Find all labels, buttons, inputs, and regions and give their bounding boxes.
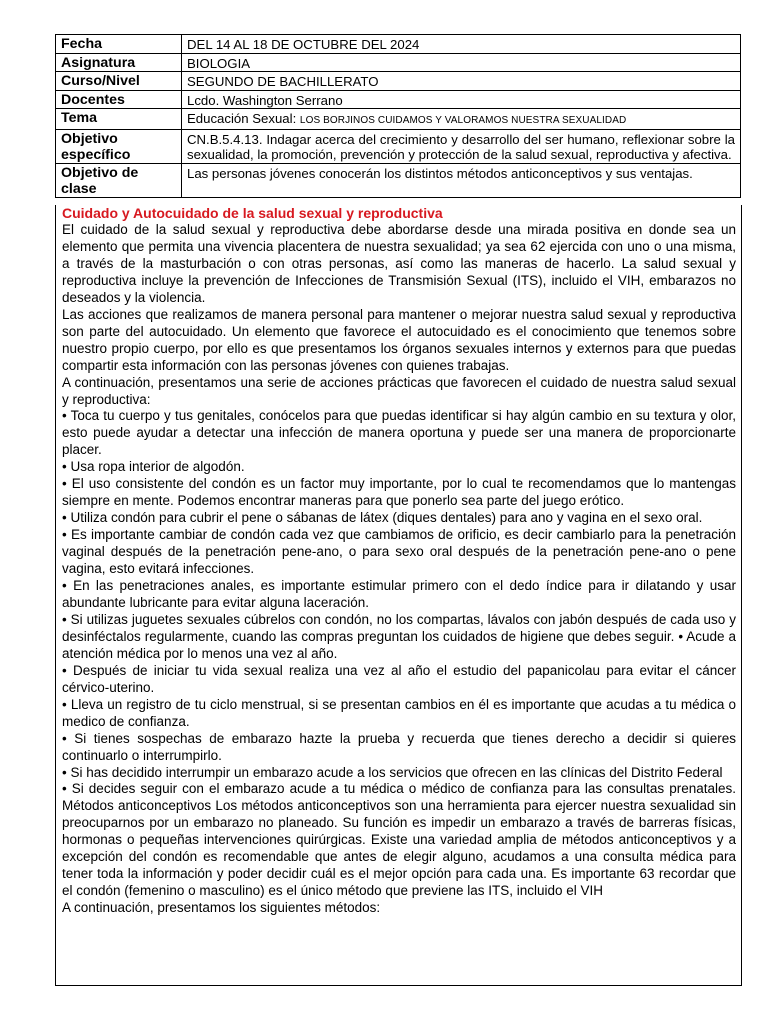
objetivo-especifico-value: CN.B.5.4.13. Indagar acerca del crecimiento y desarrollo del ser humano, reflexionar sobre la sexualidad, la promoción, prevención y protección de la salud sexual, reproductiva y afectiva. (182, 129, 741, 163)
asignatura-label: Asignatura (56, 53, 182, 72)
bullet-item: • Si utilizas juguetes sexuales cúbrelos con condón, no los compartas, lávalos con jabón después de cada uso y desinféctalos regularmente, cuando las compras preguntan los cuidados de higiene que debes seguir. • Acude a atención médica por lo menos una vez al año. (62, 611, 736, 661)
curso-value: SEGUNDO DE BACHILLERATO (182, 72, 741, 91)
objetivo-especifico-label: Objetivo específico (56, 129, 182, 163)
content-section (55, 205, 742, 986)
paragraph: El cuidado de la salud sexual y reproductiva debe abordarse desde una mirada positiva en donde sea un elemento que permita una vivencia placentera de nuestra sexualidad; ya sea 62 ejercida con uno o una misma, a través de la masturbación o con otras personas, así como las maneras de hacerlo. La salud sexual y reproductiva incluye la prevención de Infecciones de Transmisión Sexual (ITS), incluido el VIH, embarazos no deseados y la violencia. (62, 222, 736, 305)
tema-value: LOS BORJINOS CUIDAMOS Y VALORAMOS NUESTRA SEXUALIDAD (299, 115, 627, 126)
bullet-item: • Después de iniciar tu vida sexual realiza una vez al año el estudio del papanicolau para evitar el cáncer cérvico-uterino. (62, 662, 736, 695)
bullet-item: • Utiliza condón para cubrir el pene o sábanas de látex (diques dentales) para ano y vagina en el sexo oral. (62, 510, 703, 526)
docentes-label: Docentes (56, 90, 182, 109)
objetivo-especifico-row (56, 129, 741, 163)
section-heading: Cuidado y Autocuidado de la salud sexual y reproductiva (62, 205, 443, 221)
fecha-value: DEL 14 AL 18 DE OCTUBRE DEL 2024 (182, 35, 741, 54)
tema-prefix: Educación Sexual: (187, 111, 300, 126)
tema-label: Tema (56, 109, 182, 130)
paragraph: A continuación, presentamos los siguientes métodos: (62, 900, 381, 916)
curso-label: Curso/Nivel (56, 72, 182, 91)
bullet-item: • Lleva un registro de tu ciclo menstrual, si se presentan cambios en él es importante que acudas a tu médica o medico de confianza. (62, 696, 736, 729)
bullet-item: • Es importante cambiar de condón cada vez que cambiamos de orificio, es decir cambiarlo para la penetración vaginal después de la penetración pene-ano, o para sexo oral después de la penetración pene-ano o pene vagina, esto evitará infecciones. (62, 527, 736, 577)
docentes-value: Lcdo. Washington Serrano (182, 90, 741, 109)
bullet-item: • Si decides seguir con el embarazo acude a tu médica o médico de confianza para las consultas prenatales. Métodos anticonceptivos Los métodos anticonceptivos son una herramienta para ejercer nuestra sexualidad sin preocuparnos por un embarazo no planeado. Su función es impedir un embarazo a través de barreras físicas, hormonas o pequeñas intervenciones quirúrgicas. Existe una variedad amplia de métodos anticonceptivos y a excepción del condón es recomendable que antes de elegir alguno, acudamos a una consulta médica para tener toda la información y poder decidir cuál es el mejor opción para cada una. Es importante 63 recordar que el condón (femenino o masculino) es el único método que previene las ITS, incluido el VIH (62, 781, 736, 899)
asignatura-value: BIOLOGIA (182, 53, 741, 72)
fecha-row (56, 35, 741, 54)
lesson-info-table (55, 34, 741, 198)
bullet-item: • Si has decidido interrumpir un embarazo acude a los servicios que ofrecen en las clínicas del Distrito Federal (62, 764, 723, 780)
tema-value-cell (182, 109, 741, 130)
fecha-label: Fecha (56, 35, 182, 54)
docentes-row (56, 90, 741, 109)
bullet-item: • Si tienes sospechas de embarazo hazte la prueba y recuerda que tienes derecho a decidir si quieres continuarlo o interrumpirlo. (62, 730, 736, 763)
objetivo-clase-label: Objetivo de clase (56, 163, 182, 197)
bullet-item: • El uso consistente del condón es un factor muy importante, por lo cual te recomendamos que lo mantengas siempre en mente. Podemos encontrar maneras para que ponerlo sea parte del juego erótico. (62, 476, 736, 509)
bullet-item: • En las penetraciones anales, es importante estimular primero con el dedo índice para ir dilatando y usar abundante lubricante para evitar alguna laceración. (62, 578, 736, 610)
curso-row (56, 72, 741, 91)
paragraph: Las acciones que realizamos de manera personal para mantener o mejorar nuestra salud sexual y reproductiva son parte del autocuidado. Un elemento que favorece el autocuidado es el conocimiento que tenemos sobre nuestro propio cuerpo, por ello es que presentamos los órganos sexuales internos y externos para que puedas compartir esta información con las personas jóvenes con quienes trabajas. (62, 306, 736, 373)
objetivo-clase-row (56, 163, 741, 197)
bullet-item: • Usa ropa interior de algodón. (62, 459, 245, 475)
objetivo-clase-value: Las personas jóvenes conocerán los distintos métodos anticonceptivos y sus ventajas. (182, 163, 741, 197)
bullet-item: • Toca tu cuerpo y tus genitales, conócelos para que puedas identificar si hay algún cambio en su textura y olor, esto puede ayudar a detectar una infección de manera oportuna y puede ser una manera de proporcionarte placer. (62, 408, 736, 458)
asignatura-row (56, 53, 741, 72)
tema-row (56, 109, 741, 130)
paragraph: A continuación, presentamos una serie de acciones prácticas que favorecen el cuidado de nuestra salud sexual y reproductiva: (62, 374, 736, 407)
